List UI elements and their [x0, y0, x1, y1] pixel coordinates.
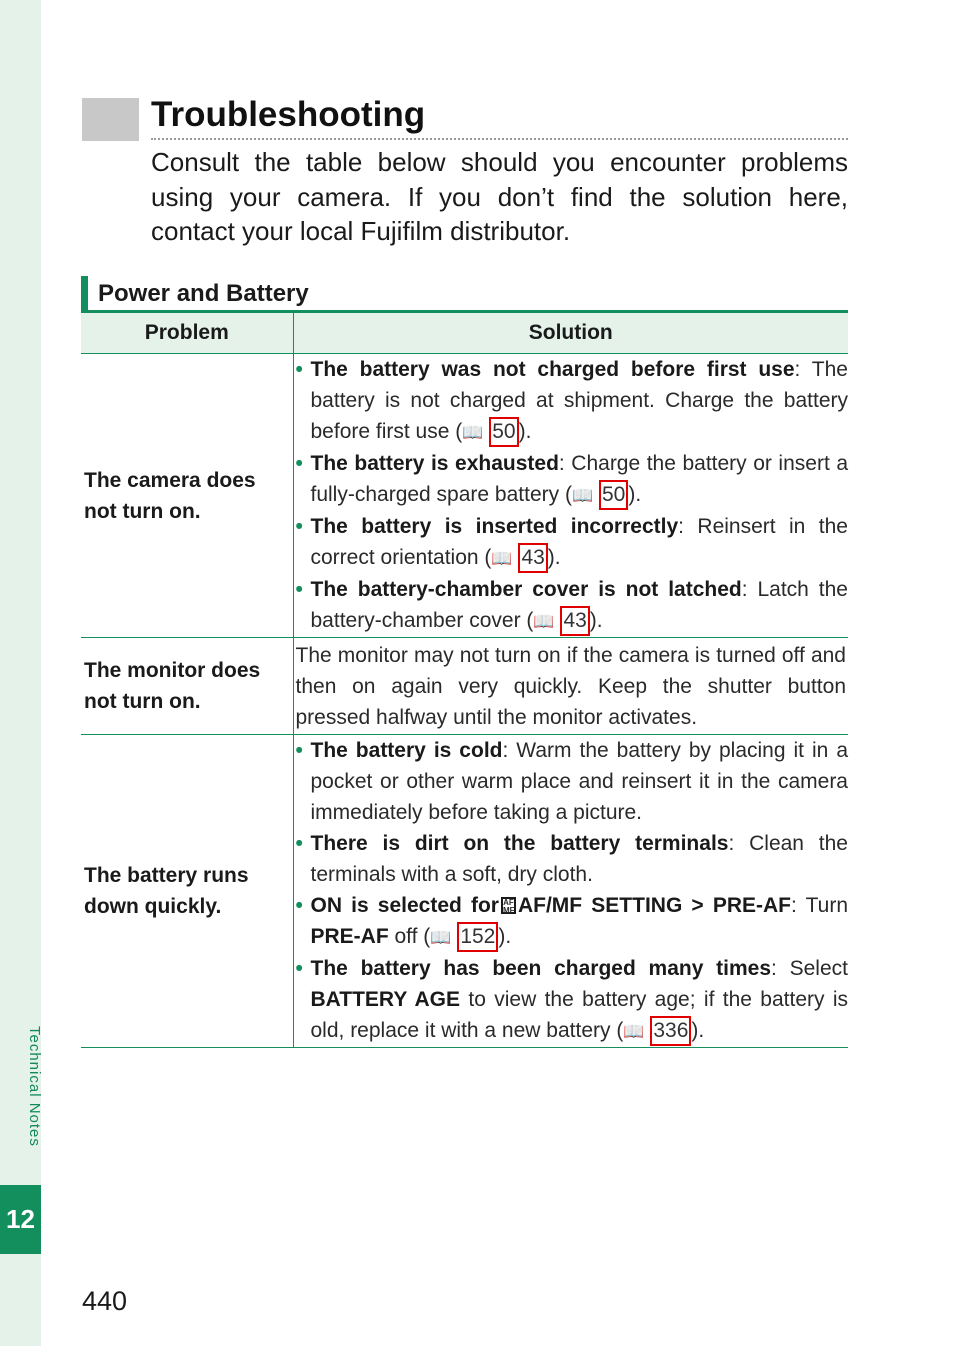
solution-text: : Warm the battery by placing it in a pocket or other warm place and reinsert it in the camera immediately before taking a picture. — [310, 739, 848, 824]
solution-text: The monitor may not turn on if the camera is turned off and then on again very quickly. Keep the shutter button pressed halfway until the monitor activates. — [295, 643, 846, 729]
solution-list — [294, 354, 849, 637]
page-ref-link[interactable]: 152 — [457, 922, 498, 952]
menu-item: PRE-AF — [310, 925, 389, 948]
solution-text: off ( — [388, 925, 431, 948]
book-icon: 📖 — [462, 423, 484, 442]
page-ref-link[interactable]: 43 — [518, 543, 547, 573]
side-chapter-label: Technical Notes — [26, 1026, 43, 1147]
problem-cell: The camera does not turn on. — [81, 354, 293, 638]
troubleshooting-table — [81, 313, 848, 1048]
page-ref-link[interactable]: 43 — [560, 606, 589, 636]
solution-lead: There is dirt on the battery terminals — [310, 832, 729, 855]
solution-tail: ). — [518, 420, 532, 443]
page-ref-link[interactable]: 50 — [489, 417, 518, 447]
af-mf-menu-icon: AF MF — [502, 898, 515, 915]
title-marker — [82, 98, 139, 141]
solution-text: : Clean the terminals with a soft, dry cloth. — [310, 832, 848, 886]
page-title: Troubleshooting — [151, 95, 426, 134]
solution-text: : Reinsert in the correct orientation ( — [310, 515, 848, 569]
list-item — [311, 828, 849, 890]
list-item — [311, 511, 849, 574]
list-item — [311, 953, 849, 1047]
solution-lead: The battery is inserted incorrectly — [310, 515, 679, 538]
book-icon: 📖 — [533, 612, 555, 631]
solution-text: : The battery is not charged at shipment. Charge the battery before first use ( — [310, 358, 848, 443]
problem-cell: The battery runs down quickly. — [81, 735, 293, 1048]
chapter-tab[interactable]: 12 — [0, 1185, 41, 1254]
table-row — [81, 735, 848, 1048]
solution-lead: ON is selected for — [310, 894, 499, 917]
intro-paragraph: Consult the table below should you encounter problems using your camera. If you don’t find the solution here, contact your local Fujifilm distributor. — [151, 147, 848, 246]
solution-lead: The battery has been charged many times — [310, 957, 772, 980]
solution-lead: The battery was not charged before first use — [310, 358, 795, 381]
table-row — [81, 638, 848, 735]
section-title: Power and Battery — [98, 280, 309, 307]
page-ref-link[interactable]: 336 — [650, 1016, 691, 1046]
book-icon: 📖 — [623, 1022, 645, 1041]
solution-tail: ). — [691, 1019, 705, 1042]
solution-list — [294, 735, 849, 1047]
list-item — [311, 890, 849, 953]
list-item — [311, 448, 849, 511]
solution-text: : Charge the battery or insert a fully-charged spare battery ( — [310, 452, 849, 506]
solution-text: : Latch the battery-chamber cover ( — [310, 578, 848, 632]
solution-cell — [293, 638, 848, 735]
title-divider — [151, 138, 848, 140]
problem-cell: The monitor does not turn on. — [81, 638, 293, 735]
solution-text: : Select — [771, 957, 848, 980]
solution-lead: The battery-chamber cover is not latched — [310, 578, 742, 601]
solution-tail: ). — [589, 609, 603, 632]
header-problem: Problem — [81, 313, 293, 354]
table-row — [81, 354, 848, 638]
solution-cell — [293, 735, 848, 1048]
page-number: 440 — [82, 1286, 128, 1316]
book-icon: 📖 — [491, 549, 513, 568]
solution-tail: ). — [628, 483, 642, 506]
solution-tail: ). — [498, 925, 512, 948]
solution-lead: The battery is exhausted — [310, 452, 559, 475]
solution-text: : Turn — [791, 894, 848, 917]
header-solution: Solution — [293, 313, 848, 354]
menu-item: BATTERY AGE — [310, 988, 461, 1011]
book-icon: 📖 — [430, 928, 452, 947]
solution-lead: The battery is cold — [310, 739, 503, 762]
solution-tail: ). — [547, 546, 561, 569]
section-marker — [81, 276, 88, 310]
table-header-row — [81, 313, 848, 354]
list-item — [311, 574, 849, 637]
book-icon: 📖 — [571, 486, 594, 505]
page-ref-link[interactable]: 50 — [599, 480, 628, 510]
solution-cell — [293, 354, 848, 638]
menu-path: AF/MF SETTING > PRE-AF — [517, 894, 791, 917]
list-item — [311, 354, 849, 448]
solution-text: to view the battery age; if the battery is old, replace it with a new battery ( — [310, 988, 849, 1042]
list-item — [311, 735, 849, 828]
